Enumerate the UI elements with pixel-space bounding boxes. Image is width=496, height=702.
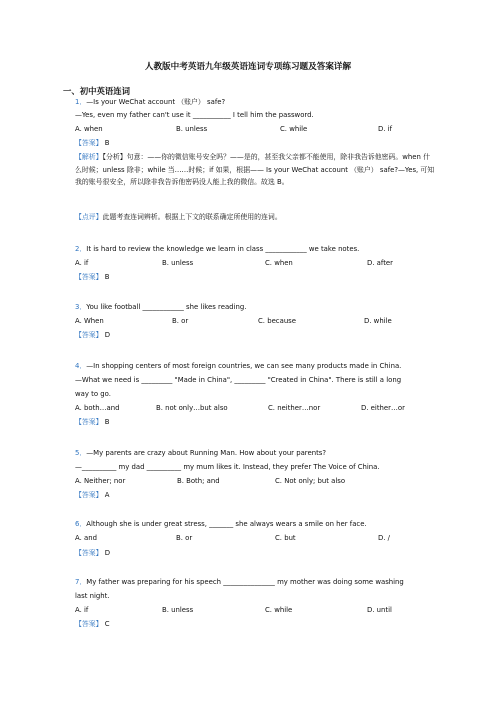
- question-6-option-b: B. or: [176, 534, 193, 542]
- question-6-answer: 【答案】 D: [75, 549, 111, 557]
- question-6-option-c: C. but: [275, 534, 296, 542]
- question-3-option-b: B. or: [172, 317, 189, 325]
- question-7-option-a: A. if: [75, 606, 89, 614]
- question-4-option-c: C. neither…nor: [268, 404, 321, 412]
- question-1-stem-2: —Yes, even my father can't use it ___________ I tell him the password.: [75, 111, 314, 119]
- question-5-option-b: B. Both; and: [177, 477, 220, 485]
- question-5-stem-2: —__________ my dad __________ my mum likes it. Instead, they prefer The Voice of China.: [75, 463, 380, 471]
- question-5-answer: 【答案】 A: [75, 491, 110, 499]
- question-4-stem: 4．—In shopping centers of most foreign countries, we can see many products made in China.: [75, 362, 402, 370]
- question-1-option-d: D. if: [378, 125, 393, 133]
- question-2-answer: 【答案】 B: [75, 273, 110, 281]
- document-title: 人教版中考英语九年级英语连词专项练习题及答案详解: [144, 62, 352, 72]
- question-2-stem: 2．It is hard to review the knowledge we learn in class ____________ we take notes.: [75, 245, 360, 253]
- question-4-answer: 【答案】 B: [75, 418, 110, 426]
- question-1-analysis: 【解析】【分析】句意：——你的微信账号安全吗？——是的，甚至我父亲都不能使用，除非我告诉他密码。when 什么时候；unless 除非；while 当……时候；if 如果，根据—— Is your WeChat account （账户） safe?—Yes, 可知我的账号很安全，所以除非我告诉他密码没人能上我的微信。故选 B。: [75, 153, 435, 186]
- question-7-answer: 【答案】 C: [75, 620, 110, 628]
- question-7-option-b: B. unless: [162, 606, 194, 614]
- question-7-option-d: D. until: [367, 606, 392, 614]
- question-2-option-c: C. when: [265, 259, 293, 267]
- question-5-option-a: A. Neither; nor: [75, 477, 126, 485]
- question-6-option-a: A. and: [75, 534, 97, 542]
- question-4-option-b: B. not only…but also: [156, 404, 228, 412]
- question-6-stem: 6．Although she is under great stress, _______ she always wears a smile on her face.: [75, 520, 367, 528]
- question-3-option-a: A. When: [75, 317, 104, 325]
- question-3-stem: 3．You like football ____________ she likes reading.: [75, 303, 247, 311]
- question-6-option-d: D. /: [378, 534, 391, 542]
- question-1-option-b: B. unless: [176, 125, 208, 133]
- question-3-option-c: C. because: [258, 317, 297, 325]
- question-5-stem: 5．—My parents are crazy about Running Man. How about your parents?: [75, 449, 327, 457]
- question-2-option-b: B. unless: [162, 259, 194, 267]
- question-2-option-a: A. if: [75, 259, 89, 267]
- question-2-option-d: D. after: [367, 259, 393, 267]
- question-5-option-c: C. Not only; but also: [275, 477, 346, 485]
- question-7-stem-2: last night.: [75, 592, 110, 600]
- question-3-option-d: D. while: [364, 317, 392, 325]
- question-4-option-a: A. both…and: [75, 404, 120, 412]
- question-4-stem-2: —What we need is _________ "Made in China", _________ "Created in China". There is still a long: [75, 376, 402, 384]
- question-7-option-c: C. while: [265, 606, 293, 614]
- question-1-option-a: A. when: [75, 125, 103, 133]
- question-7-stem: 7．My father was preparing for his speech _______________ my mother was doing some washing: [75, 578, 404, 586]
- question-1-comment: 【点评】此题考查连词辨析。根据上下文的联系确定所使用的连词。: [75, 213, 282, 221]
- question-1-option-c: C. while: [280, 125, 308, 133]
- question-3-answer: 【答案】 D: [75, 331, 111, 339]
- question-4-stem-3: way to go.: [75, 390, 111, 398]
- question-1-stem: 1．—Is your WeChat account （账户） safe?: [75, 98, 226, 106]
- section-title: 一、初中英语连词: [63, 86, 130, 96]
- question-4-option-d: D. either…or: [361, 404, 405, 412]
- question-1-answer: 【答案】 B: [75, 139, 110, 147]
